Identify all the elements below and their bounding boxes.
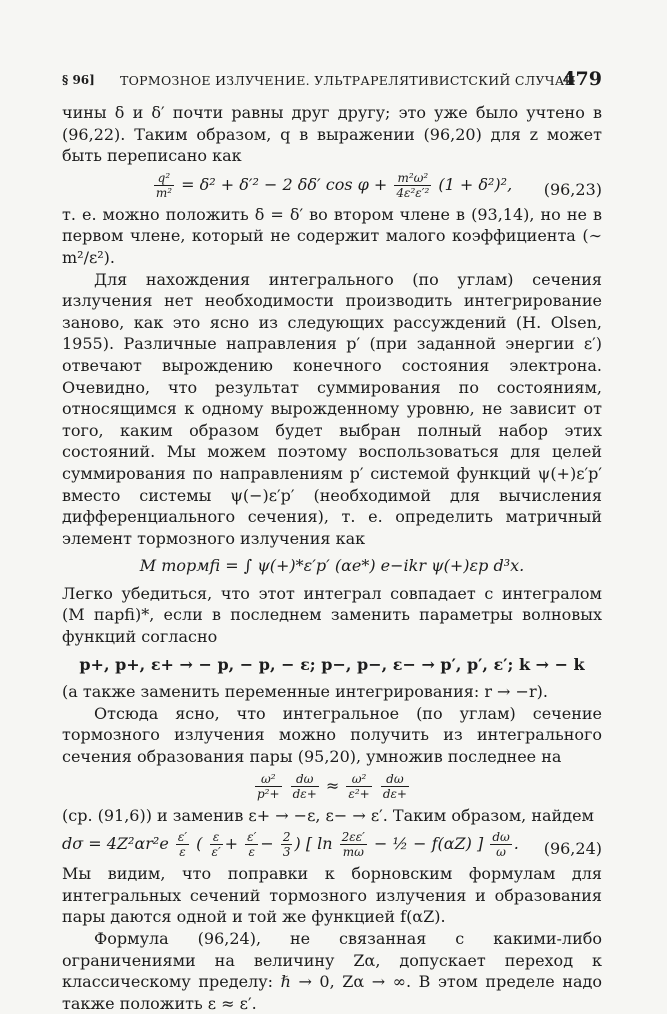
section-number: § 96] — [62, 73, 95, 87]
running-title: ТОРМОЗНОЕ ИЗЛУЧЕНИЕ. УЛЬТРАРЕЛЯТИВИСТСКИЙ СЛУЧАЙ — [120, 73, 576, 88]
open-paren: ( — [196, 834, 203, 854]
paragraph-7: (ср. (91,6)) и заменив ε+ → −ε, ε− → ε′. Таким образом, найдем — [62, 805, 594, 825]
page-number: 479 — [562, 68, 602, 90]
paragraph-1: чины δ и δ′ почти равны друг другу; это уже было учтено в (96,22). Таким образом, q в выражении (96,20) для z может быть переписано как — [62, 103, 602, 166]
fraction-q2-m2: $\frac{\text{q²}}{\text{m²}}$ — [155, 170, 173, 200]
equation-ratio — [62, 772, 602, 801]
log-bracket-tail: − ½ − f(αZ) ] — [374, 834, 484, 854]
matrix-element-formula: M тормfi = ∫ ψ(+)*ε′p′ (αe*) e−ikr ψ(+)εp d³x. — [139, 556, 525, 576]
fraction-2ee-mw: $\frac{2\varepsilon\varepsilon'}{m\omega}$ — [341, 830, 365, 860]
fraction-e1-e: $\frac{\varepsilon'}{\varepsilon}$ — [177, 830, 188, 860]
running-header — [62, 68, 602, 92]
equation-matrix-element — [62, 555, 602, 577]
log-bracket: [ ln — [305, 834, 333, 854]
approx-sign: ≈ — [325, 775, 340, 795]
equation-96-23-main: = δ² + δ′² − 2 δδ′ cos φ + — [181, 174, 388, 194]
equation-number-96-23: (96,23) — [543, 179, 602, 199]
fraction-dw-de1: $\frac{d\omega}{d\varepsilon+}$ — [292, 771, 317, 801]
fraction-dw-de2: $\frac{d\omega}{d\varepsilon+}$ — [382, 771, 407, 801]
paragraph-6: Отсюда ясно, что интегральное (по углам) сечение тормозного излучения можно получить из интегрального сечения образования пары (95,20), умножив последнее на — [62, 703, 602, 767]
equation-substitution — [62, 654, 602, 676]
paragraph-3: Для нахождения интегрального (по углам) сечения излучения нет необходимости производить интегрирование заново, как это ясно из следующих рассуждений (H. Olsen, 1955). Различные направления p′ (при заданной энергии ε′) отвечают вырождению конечного состояния электрона. Очевидно, что результат суммирования по состояниям, относящимся к одному вырожденному уровню, не зависит от того, каким образом будет выбран полный набор этих состояний. Мы можем поэтому воспользоваться для целей суммирования по направлениям p′ системой функций ψ(+)ε′p′ вместо системы ψ(−)ε′p′ (необходимой для вычисления дифференциального сечения), т. е. определить матричный элемент тормозного излучения как — [62, 269, 602, 548]
fraction-e-e1: $\frac{\varepsilon}{\varepsilon'}$ — [211, 830, 221, 860]
equation-96-23 — [62, 171, 602, 200]
body-text — [62, 102, 602, 1014]
fraction-e1-e-b: $\frac{\varepsilon'}{\varepsilon}$ — [247, 830, 257, 860]
paragraph-9: Формула (96,24), не связанная с какими-либо ограничениями на величину Zα, допускает переход к классическому пределу: ℏ → 0, Zα → ∞. В этом пределе надо также положить ε ≈ ε′. — [62, 929, 602, 1013]
fraction-m2w2: $\frac{\text{m²ω²}}{\text{4ε²ε′²}}$ — [396, 170, 430, 200]
fraction-w2-p2: $\frac{\text{ω²}}{\text{p²+}}$ — [256, 771, 280, 801]
paragraph-2: т. е. можно положить δ = δ′ во втором члене в (93,14), но не в первом члене, который не содержит малого коэффициента (∼ m²/ε²). — [62, 204, 602, 267]
paragraph-4: Легко убедиться, что этот интеграл совпадает с интегралом (M парfi)*, если в последнем заменить параметры волновых функций согласно — [62, 583, 602, 647]
cross-section-lhs: dσ = 4Z²αr²e — [62, 834, 169, 854]
paragraph-5: (а также заменить переменные интегрирования: r → −r). — [62, 682, 548, 702]
substitution-formula: p+, p+, ε+ → − p, − p, − ε; p−, p−, ε− → p′, p′, ε′; k → − k — [79, 654, 585, 674]
equation-96-24: dσ = 4Z²αr²e $\frac{\varepsilon'}{\varepsilon}$ ( $\frac{\varepsilon}{\varepsilon'}$ + $\frac{\varepsilon'}{\varepsilon}$ − $\frac{2}{3}$ ) [ ln $\frac{2\varepsilon\varepsilon'}{m\omega}$ − ½ − f(αZ) ] $\frac{d\omega}{\omega}$ . (96,24) — [62, 830, 602, 860]
fraction-dw-w: $\frac{d\omega}{\omega}$ — [492, 830, 510, 860]
fraction-w2-e2: $\frac{\text{ω²}}{\text{ε²+}}$ — [348, 771, 370, 801]
fraction-2-3: $\frac{2}{3}$ — [282, 830, 291, 860]
equation-number-96-24: (96,24) — [543, 839, 602, 859]
paragraph-8: Мы видим, что поправки к борновским формулам для интегральных сечений тормозного излучения и образования пары даются одной и той же функцией f(αZ). — [62, 864, 602, 927]
equation-96-23-tail: (1 + δ²)², — [438, 174, 513, 194]
